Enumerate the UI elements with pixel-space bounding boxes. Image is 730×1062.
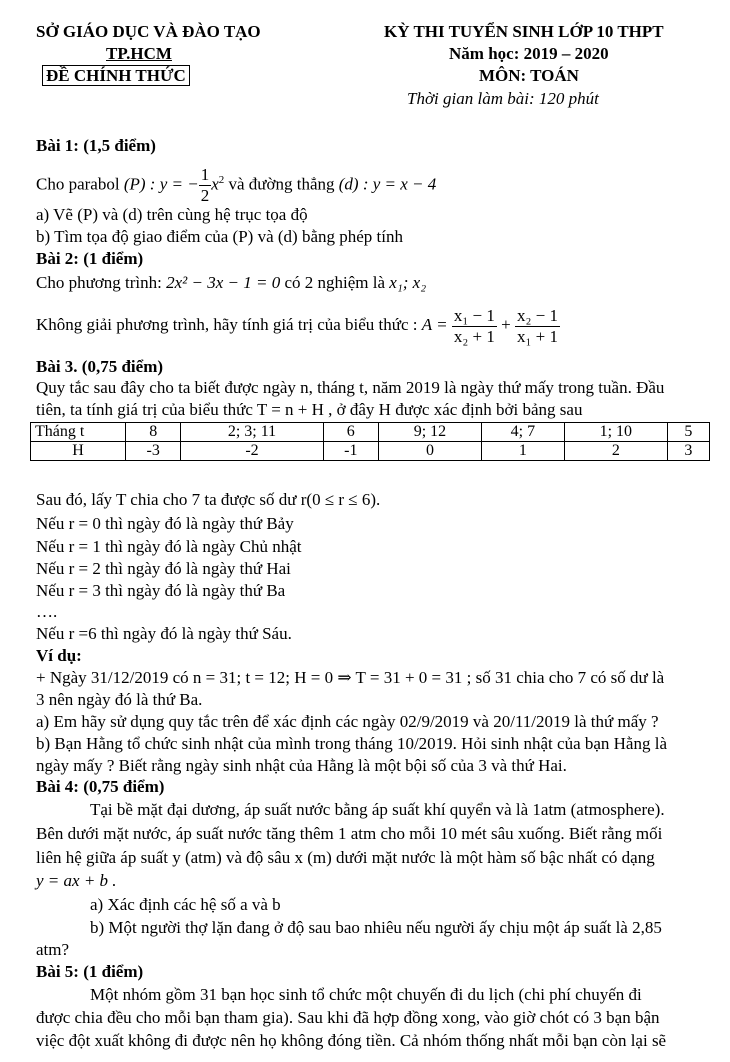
bai5-line-3: việc đột xuất không đi được nên họ không đóng tiền. Cả nhóm thống nhất mỗi bạn còn lại sẽ: [36, 1031, 667, 1050]
bai2-equation-line: [36, 273, 426, 293]
bai5-line-1: Một nhóm gồm 31 bạn học sinh tổ chức một chuyến đi du lịch (chi phí chuyến đi: [90, 985, 642, 1004]
header-city: TP.HCM: [106, 44, 172, 63]
bai3-title: Bài 3. (0,75 điểm): [36, 357, 164, 376]
bai2-f2-num: x₂ − 1: [516, 305, 558, 325]
table-cell: 8: [126, 423, 181, 442]
bai3-line-s5: Nếu r = 3 thì ngày đó là ngày thứ Ba: [36, 581, 286, 600]
bai5-title: Bài 5: (1 điểm): [36, 962, 144, 981]
table-cell: 4; 7: [481, 423, 564, 442]
bai4-line-7: atm?: [36, 940, 70, 959]
bai4-title: Bài 4: (0,75 điểm): [36, 777, 165, 796]
table-cell: -3: [126, 442, 181, 461]
bai3-line-s13: ngày mấy ? Biết rằng ngày sinh nhật của Hằng là một bội số của 3 và thứ Hai.: [36, 756, 567, 775]
table-cell: Tháng t: [31, 423, 126, 442]
bai3-line-s2: Nếu r = 0 thì ngày đó là ngày thứ Bảy: [36, 514, 294, 533]
bai4-line-2: Bên dưới mặt nước, áp suất nước tăng thêm 1 atm cho mỗi 10 mét sâu xuống. Biết rằng mối: [36, 824, 663, 843]
official-label: ĐỀ CHÍNH THỨC: [42, 65, 190, 86]
bai3-line-s7: Nếu r =6 thì ngày đó là ngày thứ Sáu.: [36, 624, 292, 643]
bai4-line-1: Tại bề mặt đại dương, áp suất nước bằng áp suất khí quyển và là 1atm (atmosphere).: [90, 800, 665, 819]
table-cell: 2; 3; 11: [181, 423, 323, 442]
table-cell: H: [31, 442, 126, 461]
bai3-line-s6: ….: [36, 602, 58, 621]
bai3-line-s3: Nếu r = 1 thì ngày đó là ngày Chủ nhật: [36, 537, 302, 556]
bai2-roots-text: có 2 nghiệm là: [284, 273, 386, 292]
table-cell: 6: [323, 423, 378, 442]
bai2-f1-den: x₂ + 1: [453, 326, 495, 346]
bai4-part-b: b) Một người thợ lặn đang ở độ sau bao nhiêu nếu người ấy chịu một áp suất là 2,85: [90, 918, 662, 937]
bai2-f1-num: x₁ − 1: [453, 305, 495, 325]
bai1-exp: 2: [218, 174, 225, 186]
bai2-A-label: A =: [421, 315, 448, 334]
bai2-f2-den: x₁ + 1: [516, 326, 558, 346]
bai3-paragraph-2: tiên, ta tính giá trị của biểu thức T = n + H , ở đây H được xác định bởi bảng sau: [36, 400, 583, 419]
bai2-fraction-2: [515, 306, 560, 347]
bai1-part-a: a) Vẽ (P) và (d) trên cùng hệ trục tọa độ: [36, 205, 308, 224]
table-cell: 1: [481, 442, 564, 461]
bai2-instruction: Không giải phương trình, hãy tính giá trị của biểu thức :: [36, 315, 418, 334]
header-subject: MÔN: TOÁN: [479, 66, 579, 85]
bai3-paragraph-1: Quy tắc sau đây cho ta biết được ngày n, tháng t, năm 2019 là ngày thứ mấy trong tuần. Đầu: [36, 378, 665, 397]
bai1-parabol-label: (P) : y = −: [123, 174, 199, 194]
table-cell: -1: [323, 442, 378, 461]
bai4-line-3: liên hệ giữa áp suất y (atm) và độ sâu x (m) dưới mặt nước là một hàm số bậc nhất có dạng: [36, 848, 655, 867]
bai1-frac-den: 2: [200, 186, 210, 206]
bai2-intro: Cho phương trình:: [36, 273, 162, 292]
bai1-intro: Cho parabol: [36, 174, 120, 194]
bai3-month-table: [30, 422, 710, 461]
bai1-x: x: [211, 174, 219, 194]
header-exam-name: KỲ THI TUYỂN SINH LỚP 10 THPT: [384, 22, 664, 41]
bai3-line-s11: a) Em hãy sử dụng quy tắc trên để xác định các ngày 02/9/2019 và 20/11/2019 là thứ mấy ?: [36, 712, 659, 731]
bai1-title: Bài 1: (1,5 điểm): [36, 136, 156, 155]
bai1-parabol-line: [36, 158, 437, 206]
bai3-line-s12: b) Bạn Hằng tổ chức sinh nhật của mình trong tháng 10/2019. Hỏi sinh nhật của bạn Hằng là: [36, 734, 668, 753]
table-row: [31, 423, 710, 442]
table-cell: 2: [564, 442, 667, 461]
table-cell: -2: [181, 442, 323, 461]
bai1-and: và đường thẳng: [228, 174, 335, 194]
header-department: SỞ GIÁO DỤC VÀ ĐÀO TẠO: [36, 22, 261, 41]
bai3-line-s4: Nếu r = 2 thì ngày đó là ngày thứ Hai: [36, 559, 291, 578]
bai1-part-b: b) Tìm tọa độ giao điểm của (P) và (d) bằng phép tính: [36, 227, 403, 246]
header-duration: Thời gian làm bài: 120 phút: [407, 89, 599, 108]
header-school-year: Năm học: 2019 – 2020: [449, 44, 609, 63]
bai2-expression-line: [36, 302, 560, 348]
bai2-roots: x₁; x₂: [389, 273, 427, 292]
bai1-fraction: [199, 165, 212, 206]
bai2-plus: +: [501, 315, 511, 334]
bai5-line-2: được chia đều cho mỗi bạn tham gia). Sau khi đã hợp đồng xong, vào giờ chót có 3 bạn bận: [36, 1008, 660, 1027]
bai3-line-s1: Sau đó, lấy T chia cho 7 ta được số dư r(0 ≤ r ≤ 6).: [36, 490, 381, 509]
bai2-equation: 2x² − 3x − 1 = 0: [166, 273, 281, 292]
bai4-part-a: a) Xác định các hệ số a và b: [90, 895, 281, 914]
table-cell: 0: [379, 442, 482, 461]
table-cell: 5: [667, 423, 709, 442]
header-official-badge: [42, 66, 190, 86]
bai1-frac-num: 1: [200, 165, 210, 185]
bai3-line-s9: + Ngày 31/12/2019 có n = 31; t = 12; H = 0 ⇒ T = 31 + 0 = 31 ; số 31 chia cho 7 có số dư là: [36, 668, 665, 687]
table-cell: 9; 12: [379, 423, 482, 442]
bai4-line-4: y = ax + b .: [36, 871, 117, 890]
table-cell: 3: [667, 442, 709, 461]
table-row: [31, 442, 710, 461]
bai3-line-s8: Ví dụ:: [36, 646, 82, 665]
bai2-fraction-1: [452, 306, 497, 347]
table-cell: 1; 10: [564, 423, 667, 442]
bai3-line-s10: 3 nên ngày đó là thứ Ba.: [36, 690, 203, 709]
bai2-title: Bài 2: (1 điểm): [36, 249, 144, 268]
bai1-line-eq: (d) : y = x − 4: [338, 174, 437, 194]
